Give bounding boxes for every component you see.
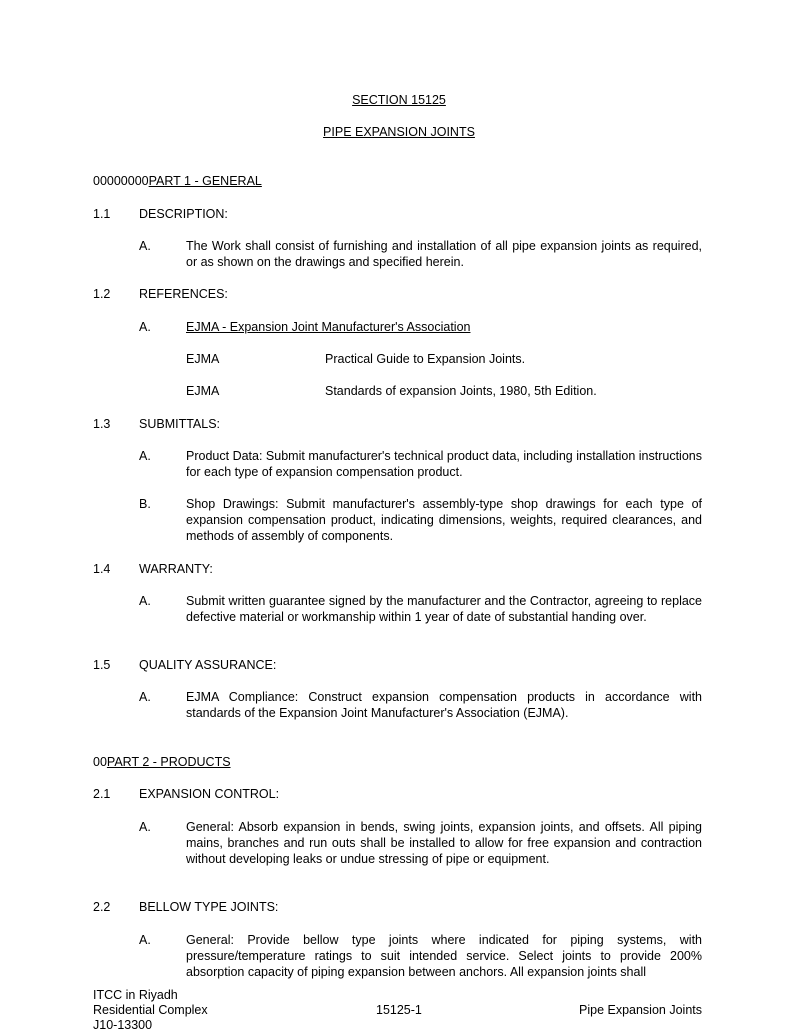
section-1-4-title: WARRANTY: [139,562,213,576]
item-2-2-a-letter: A. [139,933,151,947]
part1-prefix: 00000000 [93,174,149,188]
part1-heading [93,173,262,189]
part2-title: PART 2 - PRODUCTS [106,755,231,769]
section-1-2-number: 1.2 [93,287,111,301]
section-1-1-title: DESCRIPTION: [139,207,228,221]
item-1-3-a-text: Product Data: Submit manufacturer's technical product data, including installation instructions for each type of expansion compensation product. [186,449,702,479]
item-1-2-a-text: EJMA - Expansion Joint Manufacturer's Association [186,320,471,334]
item-1-1-a-letter: A. [139,239,151,253]
footer-project-line: ITCC in Riyadh [93,988,178,1002]
item-1-4-a-text: Submit written guarantee signed by the manufacturer and the Contractor, agreeing to replace defective material or workmanship within 1 year of date of substantial handing over. [186,594,702,624]
item-2-2-a-text: General: Provide bellow type joints where indicated for piping systems, with pressure/temperature ratings to suit intended service. Select joints to provide 200% absorption capacity of piping expansion between anchors. All expansion joints shall [186,933,702,979]
item-1-5-a-text: EJMA Compliance: Construct expansion compensation products in accordance with standards of the Expansion Joint Manufacturer's Association (EJMA). [186,690,702,720]
part1-title: PART 1 - GENERAL [148,174,262,188]
footer-document-title: Pipe Expansion Joints [579,1003,702,1017]
item-2-1-a-text: General: Absorb expansion in bends, swing joints, expansion joints, and offsets. All piping mains, branches and run outs shall be installed to allow for free expansion and contraction without developing leaks or undue stressing of pipe or equipment. [186,820,702,866]
item-1-4-a-letter: A. [139,594,151,608]
section-2-2-number: 2.2 [93,900,111,914]
section-1-4-number: 1.4 [93,562,111,576]
footer-project-line: J10-13300 [93,1018,153,1032]
section-1-5-title: QUALITY ASSURANCE: [139,658,277,672]
section-1-5-number: 1.5 [93,658,111,672]
footer-page-number: 15125-1 [376,1003,422,1017]
section-1-2-title: REFERENCES: [139,287,228,301]
item-1-2-a-letter: A. [139,320,151,334]
reference-document: Standards of expansion Joints, 1980, 5th Edition. [325,384,597,398]
section-number: SECTION 15125 [352,93,446,107]
reference-org: EJMA [186,384,220,398]
item-1-5-a-letter: A. [139,690,151,704]
section-1-3-title: SUBMITTALS: [139,417,221,431]
section-2-2-title: BELLOW TYPE JOINTS: [139,900,279,914]
part2-heading [93,754,231,770]
item-1-3-b-letter: B. [139,497,151,511]
item-2-1-a-letter: A. [139,820,151,834]
item-1-3-a-letter: A. [139,449,151,463]
section-1-1-number: 1.1 [93,207,111,221]
part2-prefix: 00 [93,755,107,769]
reference-org: EJMA [186,352,220,366]
section-2-1-number: 2.1 [93,787,111,801]
section-title: PIPE EXPANSION JOINTS [323,125,475,139]
item-1-3-b-text: Shop Drawings: Submit manufacturer's assembly-type shop drawings for each type of expansion compensation product, indicating dimensions, weights, required clearances, and methods of assembly of components. [186,497,702,543]
footer-project-line: Residential Complex [93,1003,208,1017]
footer-project [93,988,208,1032]
reference-document: Practical Guide to Expansion Joints. [325,352,526,366]
section-2-1-title: EXPANSION CONTROL: [139,787,280,801]
item-1-1-a-text: The Work shall consist of furnishing and installation of all pipe expansion joints as required, or as shown on the drawings and specified herein. [186,239,702,269]
section-1-3-number: 1.3 [93,417,111,431]
